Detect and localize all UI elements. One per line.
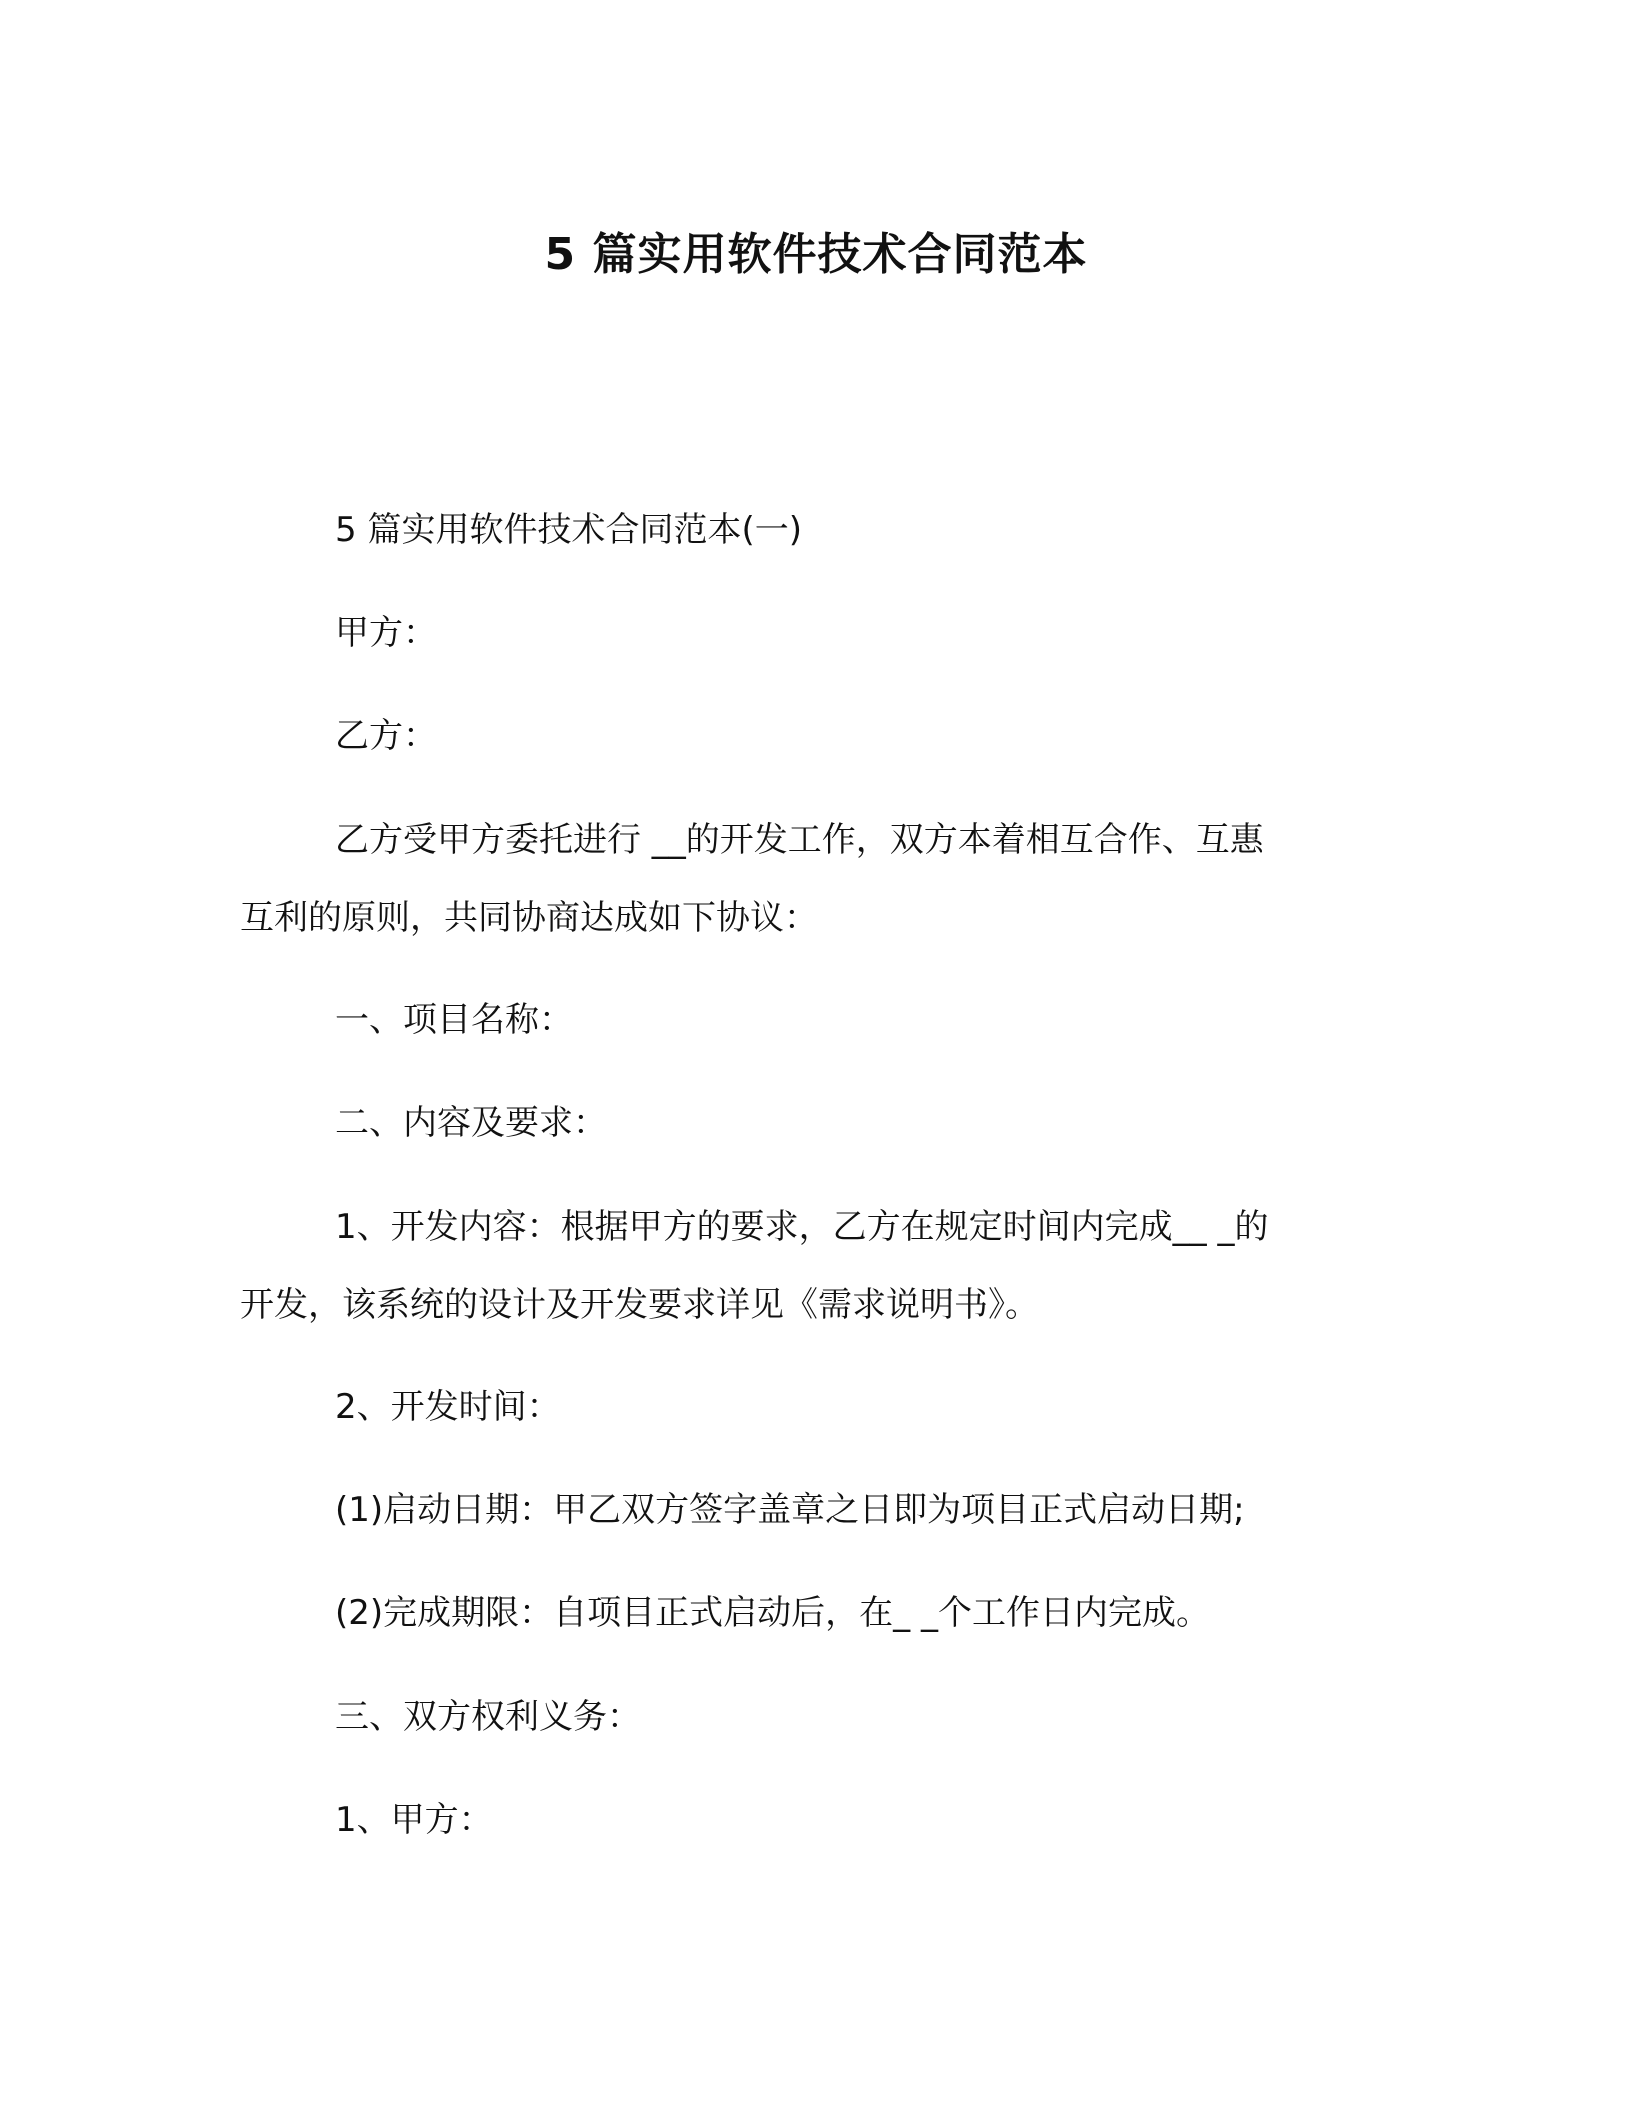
dev-content-line-1: 1、开发内容：根据甲方的要求，乙方在规定时间内完成__ _的	[335, 1207, 1269, 1247]
section-rights-obligations: 三、双方权利义务：	[335, 1697, 641, 1737]
dev-time-label: 2、开发时间：	[335, 1387, 561, 1427]
party-a-label: 甲方：	[335, 613, 437, 653]
dev-content-line-2: 开发，该系统的设计及开发要求详见《需求说明书》。	[240, 1285, 1039, 1325]
party-b-label: 乙方：	[335, 716, 437, 756]
section-content-requirements: 二、内容及要求：	[335, 1103, 607, 1143]
start-date-clause: (1)启动日期：甲乙双方签字盖章之日即为项目正式启动日期;	[335, 1490, 1245, 1530]
section-project-name: 一、项目名称：	[335, 1000, 573, 1040]
document-title: 5 篇实用软件技术合同范本	[544, 229, 1088, 280]
intro-line-2: 互利的原则，共同协商达成如下协议：	[240, 898, 818, 938]
completion-deadline-clause: (2)完成期限：自项目正式启动后，在_ _个工作日内完成。	[335, 1593, 1210, 1633]
intro-line-1: 乙方受甲方委托进行 __的开发工作，双方本着相互合作、互惠	[335, 820, 1264, 860]
party-a-obligations-label: 1、甲方：	[335, 1800, 493, 1840]
contract-heading: 5 篇实用软件技术合同范本(一)	[335, 510, 802, 550]
